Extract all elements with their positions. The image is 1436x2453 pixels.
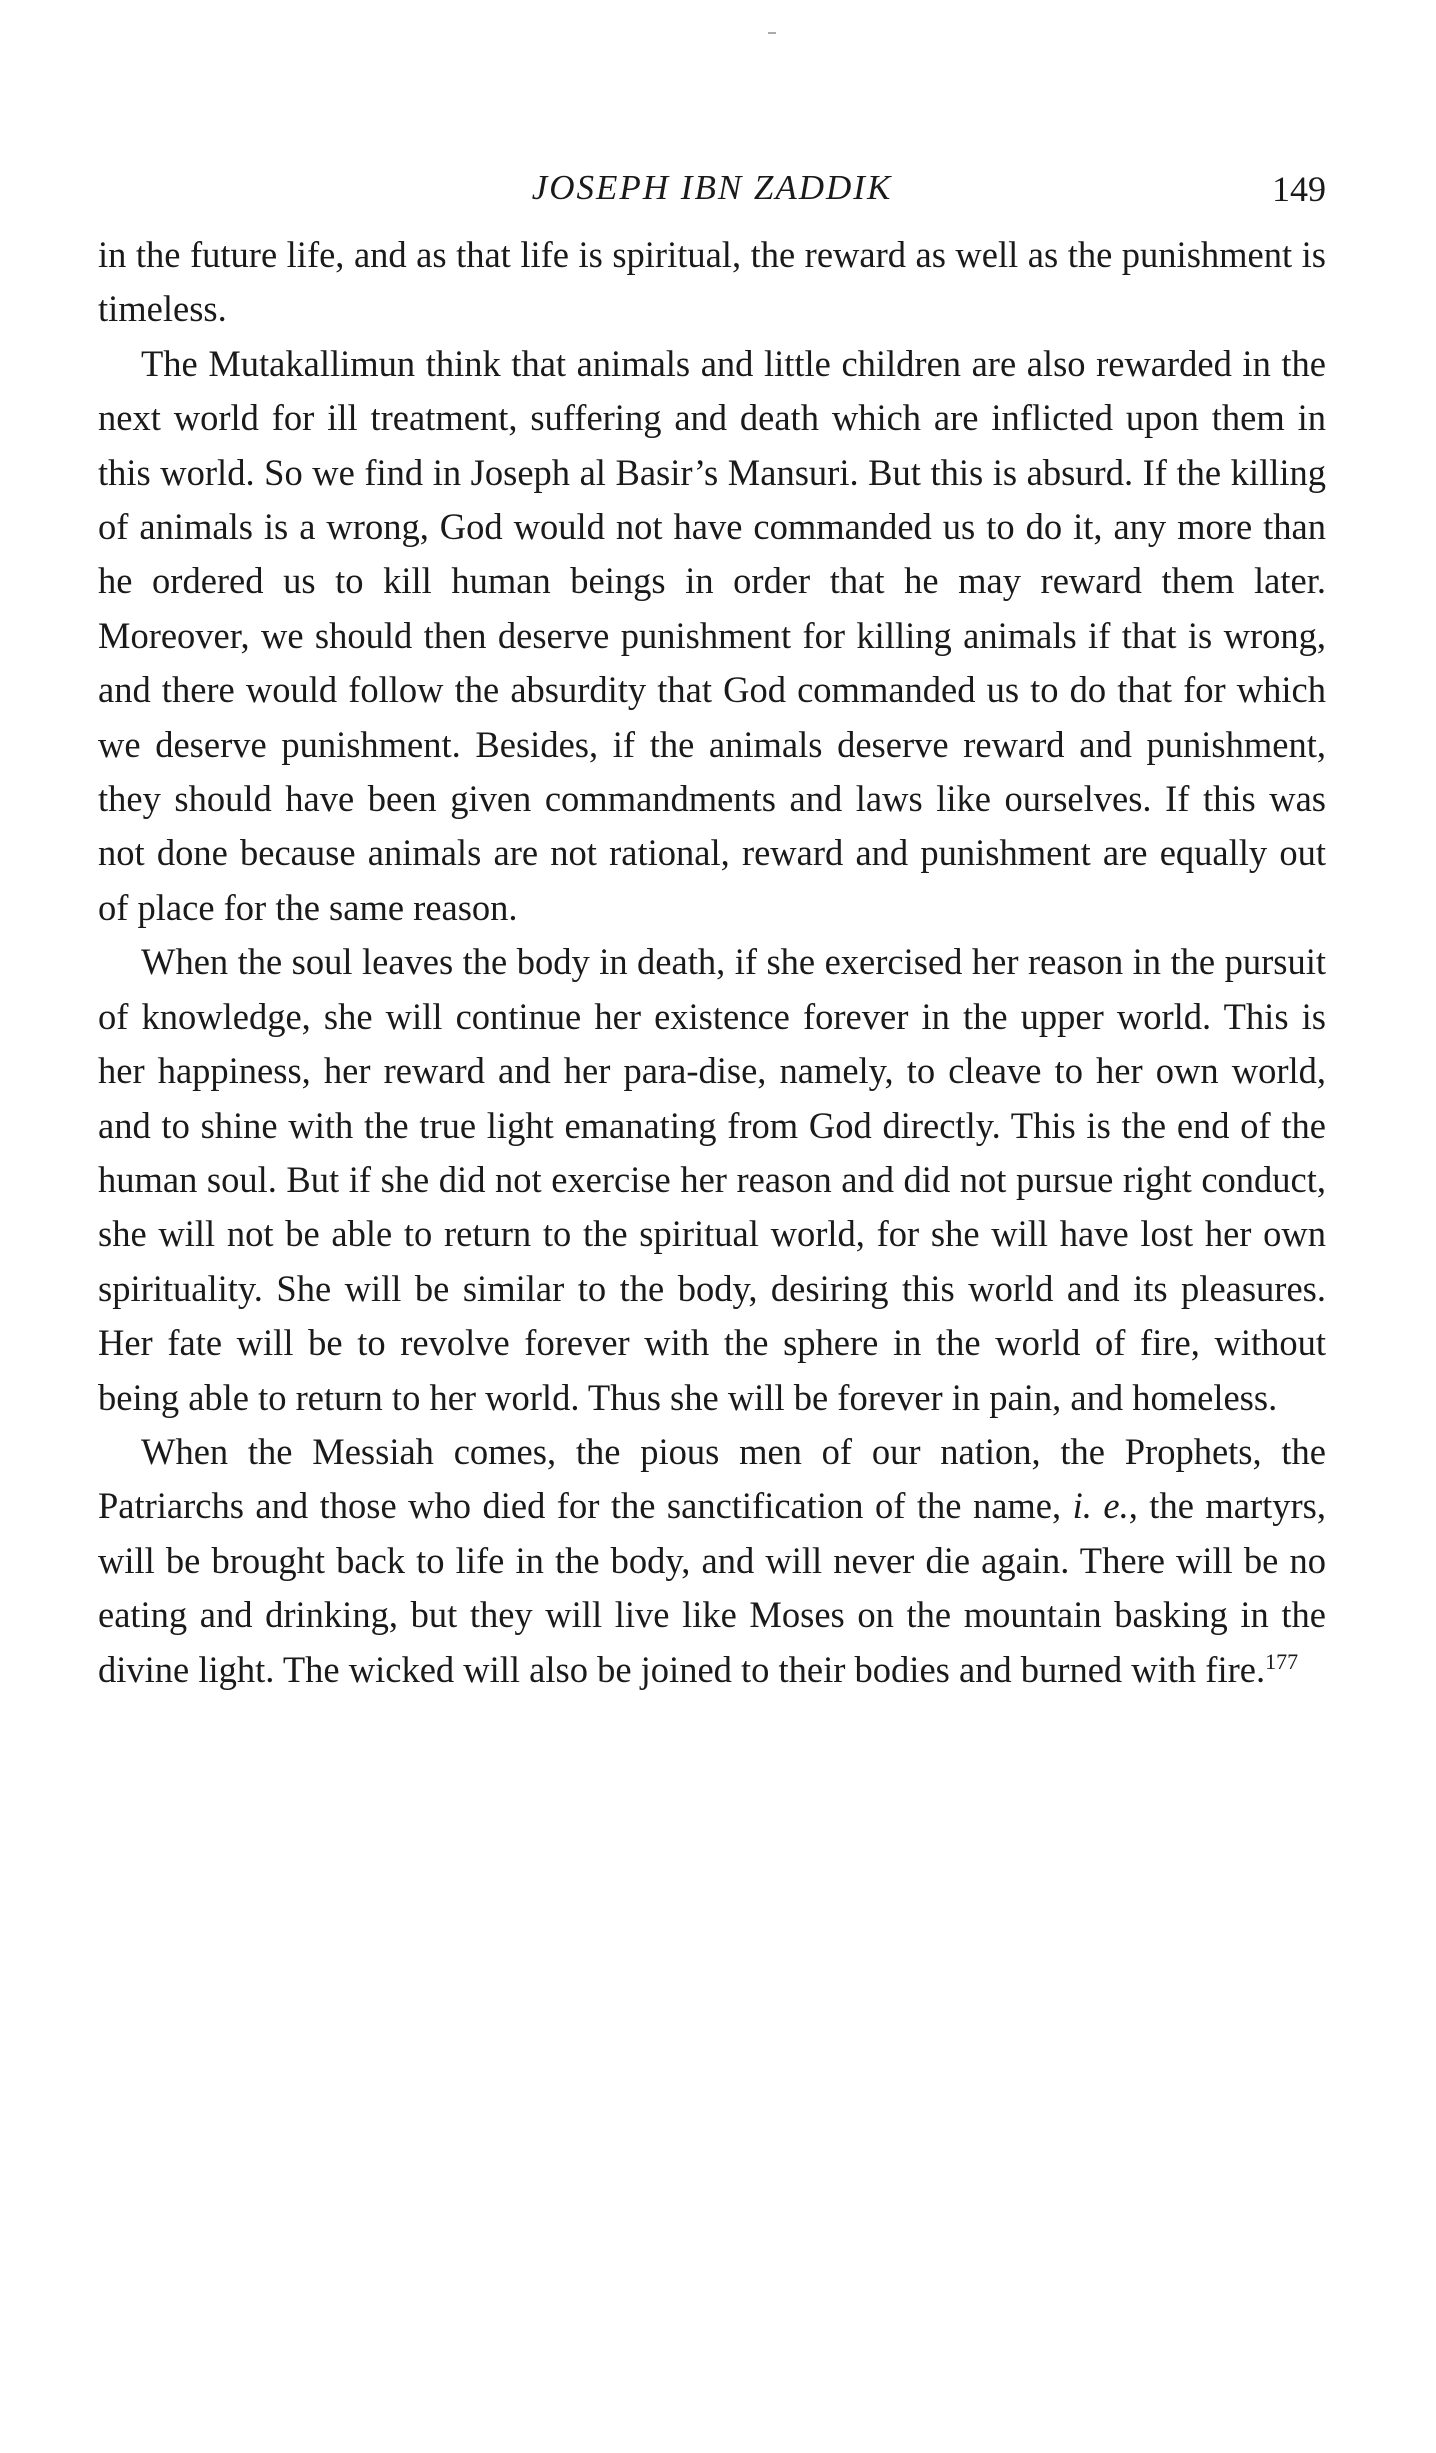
footnote-reference[interactable]: 177 xyxy=(1265,1648,1299,1674)
paragraph-mutakallimun: The Mutakallimun think that animals and little children are also rewarded in the next world for ill treatment, suffering and death which are inflicted upon them in this world. So we find in Joseph al Basir’s Mansuri. But this is absurd. If the killing of animals is a wrong, God would not have commanded us to do it, any more than he ordered us to kill human beings in order that he may reward them later. Moreover, we should then deserve punishment for killing animals if that is wrong, and there would follow the absurdity that God commanded us to do that for which we deserve punishment. Besides, if the animals deserve reward and punishment, they should have been given commandments and laws like ourselves. If this was not done because animals are not rational, reward and punishment are equally out of place for the same reason. xyxy=(98,342,1326,928)
book-page xyxy=(98,160,1326,1697)
paragraph-continuation: in the future life, and as that life is spiritual, the reward as well as the punishment is timeless. xyxy=(98,234,1326,330)
scan-mark xyxy=(768,32,776,34)
messiah-text-start: When the Messiah comes, the pious men of our nation, the Prophets, the Patriarchs and those who died for the sanctification of the name, xyxy=(98,1430,1326,1527)
paragraph-soul: When the soul leaves the body in death, if she exercised her reason in the pursuit of knowledge, she will continue her existence forever in the upper world. This is her happiness, her reward and her para-dise, namely, to cleave to her own world, and to shine with the true light emanating from God directly. This is the end of the human soul. But if she did not exercise her reason and did not pursue right conduct, she will not be able to return to the spiritual world, for she will have lost her own spirituality. She will be similar to the body, desiring this world and its pleasures. Her fate will be to revolve forever with the sphere in the world of fire, without being able to return to her world. Thus she will be forever in pain, and homeless. xyxy=(98,941,1326,1418)
page-number: 149 xyxy=(1272,169,1326,209)
running-head xyxy=(98,160,1326,220)
body-text xyxy=(98,228,1326,1697)
running-title: JOSEPH IBN ZADDIK xyxy=(531,168,893,207)
messiah-text-italic: i. e. xyxy=(1072,1485,1129,1527)
messiah-text-end: , the martyrs, will be brought back to life in the body, and will never die again. There will be no eating and drinking, but they will live like Moses on the mountain basking in the divine light. The wicked will also be joined to their bodies and burned with fire. xyxy=(98,1485,1327,1690)
paragraph-messiah xyxy=(98,1425,1326,1697)
